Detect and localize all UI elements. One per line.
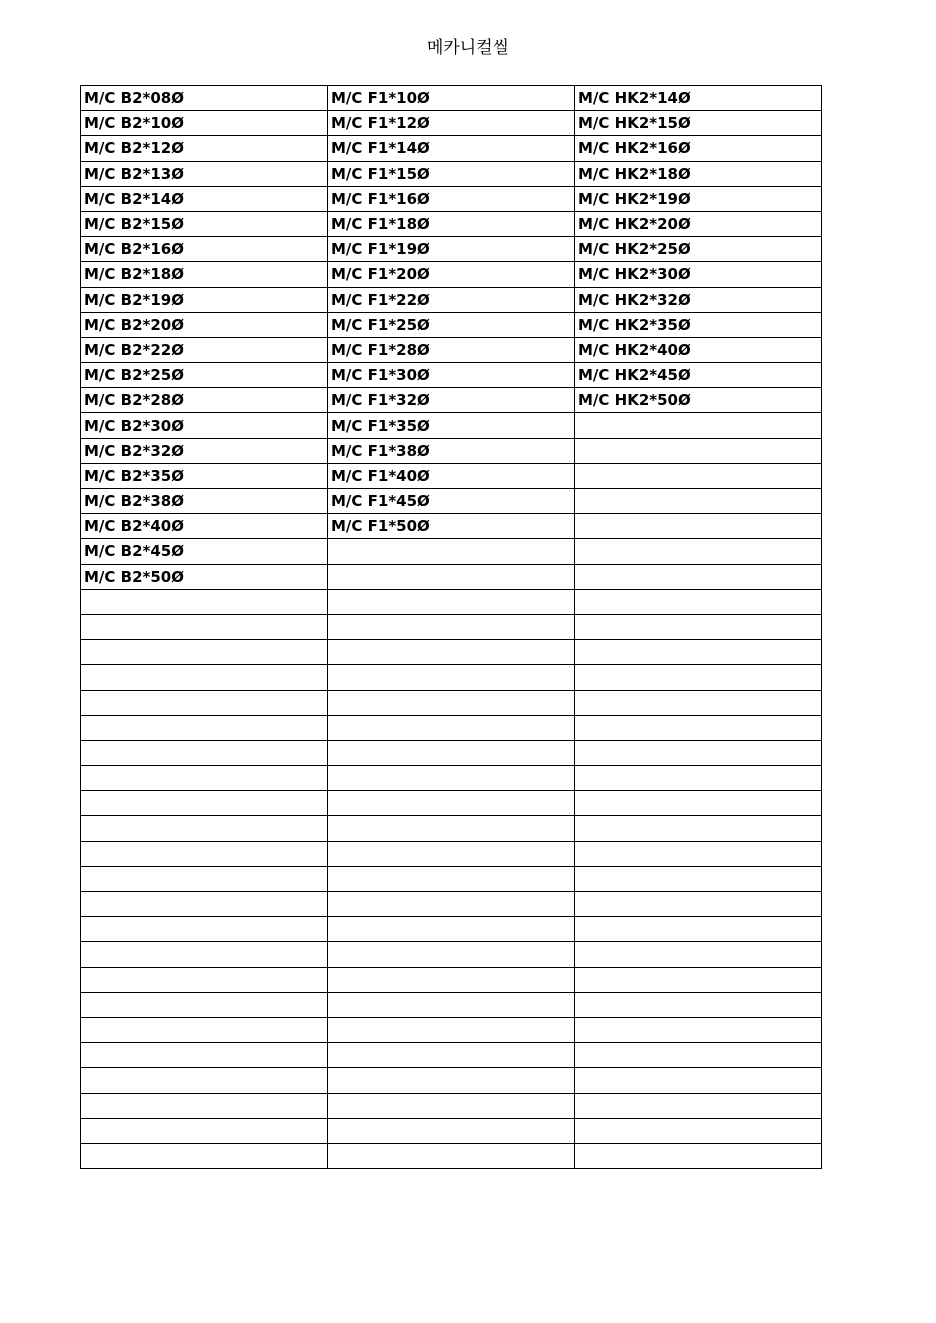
empty-cell	[328, 866, 575, 891]
empty-cell	[328, 1118, 575, 1143]
table-cell: M/C HK2*45Ø	[575, 363, 822, 388]
empty-cell	[328, 539, 575, 564]
table-row	[81, 967, 822, 992]
table-cell: M/C HK2*18Ø	[575, 161, 822, 186]
table-cell: M/C F1*40Ø	[328, 463, 575, 488]
table-row	[81, 186, 822, 211]
table-cell: M/C HK2*14Ø	[575, 86, 822, 111]
table-cell: M/C B2*15Ø	[81, 211, 328, 236]
table-cell: M/C HK2*32Ø	[575, 287, 822, 312]
empty-cell	[81, 791, 328, 816]
empty-cell	[81, 614, 328, 639]
table-row	[81, 589, 822, 614]
table-cell: M/C B2*22Ø	[81, 337, 328, 362]
table-cell: M/C B2*35Ø	[81, 463, 328, 488]
table-cell: M/C B2*25Ø	[81, 363, 328, 388]
table-row	[81, 136, 822, 161]
empty-cell	[328, 967, 575, 992]
empty-cell	[328, 841, 575, 866]
table-row	[81, 715, 822, 740]
empty-cell	[328, 589, 575, 614]
seal-table-body	[81, 86, 822, 1169]
table-row	[81, 1068, 822, 1093]
table-row	[81, 312, 822, 337]
empty-cell	[328, 917, 575, 942]
empty-cell	[575, 1017, 822, 1042]
table-row	[81, 1043, 822, 1068]
table-cell: M/C F1*16Ø	[328, 186, 575, 211]
table-cell: M/C B2*08Ø	[81, 86, 328, 111]
table-cell: M/C B2*50Ø	[81, 564, 328, 589]
table-row	[81, 388, 822, 413]
empty-cell	[81, 690, 328, 715]
table-row	[81, 489, 822, 514]
empty-cell	[81, 892, 328, 917]
table-cell: M/C HK2*35Ø	[575, 312, 822, 337]
table-cell: M/C HK2*25Ø	[575, 237, 822, 262]
table-row	[81, 86, 822, 111]
table-cell: M/C B2*28Ø	[81, 388, 328, 413]
table-cell: M/C F1*10Ø	[328, 86, 575, 111]
empty-cell	[575, 564, 822, 589]
empty-cell	[575, 1143, 822, 1168]
table-cell: M/C F1*19Ø	[328, 237, 575, 262]
table-row	[81, 287, 822, 312]
table-row	[81, 262, 822, 287]
table-cell: M/C F1*45Ø	[328, 489, 575, 514]
empty-cell	[81, 917, 328, 942]
table-row	[81, 539, 822, 564]
empty-cell	[328, 564, 575, 589]
empty-cell	[575, 917, 822, 942]
empty-cell	[328, 640, 575, 665]
table-cell: M/C B2*16Ø	[81, 237, 328, 262]
table-cell: M/C B2*20Ø	[81, 312, 328, 337]
table-cell: M/C B2*10Ø	[81, 111, 328, 136]
empty-cell	[81, 665, 328, 690]
empty-cell	[81, 1068, 328, 1093]
empty-cell	[575, 690, 822, 715]
empty-cell	[575, 1118, 822, 1143]
empty-cell	[328, 1068, 575, 1093]
empty-cell	[575, 816, 822, 841]
empty-cell	[81, 589, 328, 614]
empty-cell	[575, 791, 822, 816]
table-cell: M/C F1*30Ø	[328, 363, 575, 388]
empty-cell	[575, 740, 822, 765]
table-cell: M/C B2*32Ø	[81, 438, 328, 463]
empty-cell	[575, 1043, 822, 1068]
empty-cell	[81, 640, 328, 665]
table-cell: M/C F1*25Ø	[328, 312, 575, 337]
table-row	[81, 640, 822, 665]
empty-cell	[328, 1043, 575, 1068]
table-cell: M/C F1*35Ø	[328, 413, 575, 438]
table-row	[81, 413, 822, 438]
table-row	[81, 942, 822, 967]
table-cell: M/C B2*45Ø	[81, 539, 328, 564]
table-cell: M/C B2*18Ø	[81, 262, 328, 287]
empty-cell	[81, 715, 328, 740]
table-row	[81, 211, 822, 236]
empty-cell	[328, 791, 575, 816]
table-row	[81, 917, 822, 942]
empty-cell	[575, 614, 822, 639]
empty-cell	[328, 715, 575, 740]
table-row	[81, 866, 822, 891]
empty-cell	[575, 866, 822, 891]
empty-cell	[81, 740, 328, 765]
table-row	[81, 740, 822, 765]
empty-cell	[81, 866, 328, 891]
table-cell: M/C F1*18Ø	[328, 211, 575, 236]
empty-cell	[328, 816, 575, 841]
empty-cell	[328, 942, 575, 967]
empty-cell	[81, 1143, 328, 1168]
table-row	[81, 463, 822, 488]
table-cell: M/C B2*30Ø	[81, 413, 328, 438]
empty-cell	[328, 1017, 575, 1042]
empty-cell	[328, 665, 575, 690]
table-row	[81, 438, 822, 463]
table-row	[81, 363, 822, 388]
empty-cell	[575, 841, 822, 866]
table-row	[81, 111, 822, 136]
empty-cell	[575, 992, 822, 1017]
empty-cell	[575, 1093, 822, 1118]
empty-cell	[575, 589, 822, 614]
table-cell: M/C F1*22Ø	[328, 287, 575, 312]
empty-cell	[575, 942, 822, 967]
seal-table	[80, 85, 822, 1169]
empty-cell	[328, 690, 575, 715]
table-row	[81, 1118, 822, 1143]
table-row	[81, 992, 822, 1017]
table-cell: M/C F1*28Ø	[328, 337, 575, 362]
table-cell: M/C B2*14Ø	[81, 186, 328, 211]
table-cell: M/C HK2*15Ø	[575, 111, 822, 136]
empty-cell	[328, 740, 575, 765]
empty-cell	[575, 463, 822, 488]
empty-cell	[81, 816, 328, 841]
table-cell: M/C F1*38Ø	[328, 438, 575, 463]
table-cell: M/C HK2*19Ø	[575, 186, 822, 211]
table-row	[81, 514, 822, 539]
empty-cell	[328, 992, 575, 1017]
empty-cell	[81, 1043, 328, 1068]
empty-cell	[328, 614, 575, 639]
page-title: 메카니컬씰	[426, 38, 510, 58]
table-cell: M/C HK2*20Ø	[575, 211, 822, 236]
empty-cell	[575, 967, 822, 992]
table-row	[81, 766, 822, 791]
empty-cell	[81, 942, 328, 967]
table-row	[81, 237, 822, 262]
table-cell: M/C F1*20Ø	[328, 262, 575, 287]
empty-cell	[81, 1118, 328, 1143]
table-row	[81, 161, 822, 186]
table-row	[81, 791, 822, 816]
table-row	[81, 1143, 822, 1168]
table-cell: M/C HK2*30Ø	[575, 262, 822, 287]
empty-cell	[81, 1017, 328, 1042]
empty-cell	[81, 841, 328, 866]
empty-cell	[575, 1068, 822, 1093]
table-cell: M/C F1*14Ø	[328, 136, 575, 161]
empty-cell	[81, 766, 328, 791]
empty-cell	[575, 766, 822, 791]
empty-cell	[575, 514, 822, 539]
empty-cell	[575, 413, 822, 438]
empty-cell	[328, 1093, 575, 1118]
table-cell: M/C F1*32Ø	[328, 388, 575, 413]
empty-cell	[575, 539, 822, 564]
table-row	[81, 564, 822, 589]
empty-cell	[575, 892, 822, 917]
empty-cell	[575, 489, 822, 514]
table-cell: M/C B2*40Ø	[81, 514, 328, 539]
empty-cell	[328, 892, 575, 917]
table-cell: M/C HK2*40Ø	[575, 337, 822, 362]
table-cell: M/C F1*12Ø	[328, 111, 575, 136]
table-row	[81, 1017, 822, 1042]
table-row	[81, 1093, 822, 1118]
table-cell: M/C B2*13Ø	[81, 161, 328, 186]
empty-cell	[575, 715, 822, 740]
table-row	[81, 614, 822, 639]
table-row	[81, 665, 822, 690]
table-cell: M/C HK2*16Ø	[575, 136, 822, 161]
empty-cell	[81, 967, 328, 992]
table-cell: M/C HK2*50Ø	[575, 388, 822, 413]
empty-cell	[81, 992, 328, 1017]
table-cell: M/C B2*19Ø	[81, 287, 328, 312]
empty-cell	[328, 1143, 575, 1168]
table-row	[81, 841, 822, 866]
table-cell: M/C B2*12Ø	[81, 136, 328, 161]
empty-cell	[575, 640, 822, 665]
empty-cell	[328, 766, 575, 791]
table-row	[81, 337, 822, 362]
table-row	[81, 690, 822, 715]
table-cell: M/C F1*15Ø	[328, 161, 575, 186]
empty-cell	[81, 1093, 328, 1118]
table-cell: M/C B2*38Ø	[81, 489, 328, 514]
empty-cell	[575, 438, 822, 463]
empty-cell	[575, 665, 822, 690]
table-row	[81, 892, 822, 917]
table-cell: M/C F1*50Ø	[328, 514, 575, 539]
table-row	[81, 816, 822, 841]
